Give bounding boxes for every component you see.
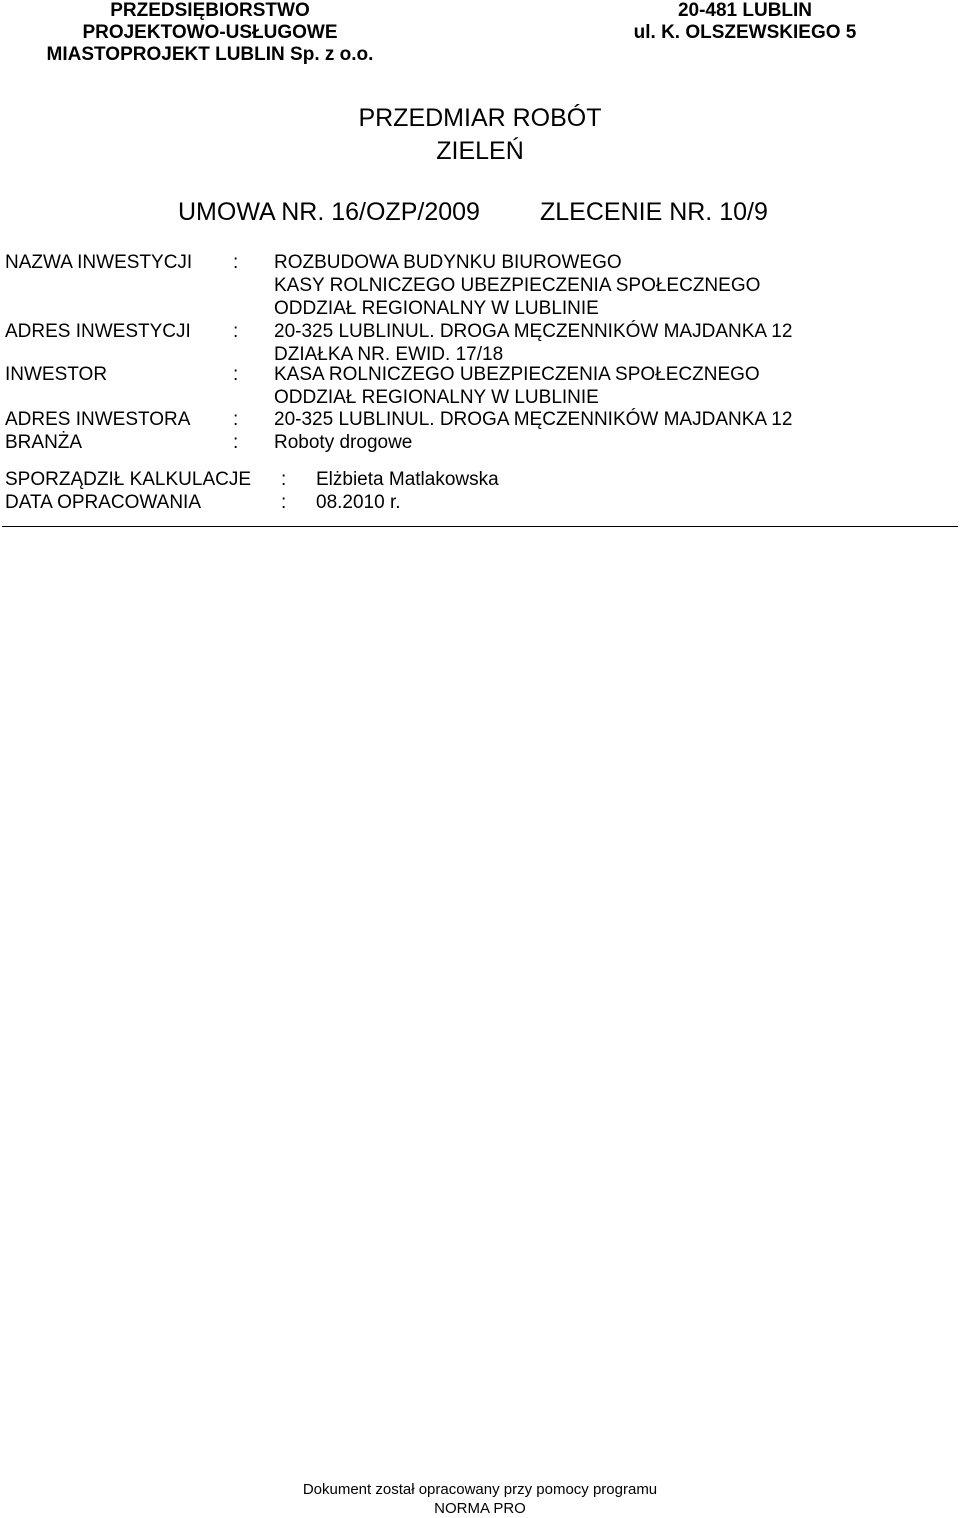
company-address-line: 20-481 LUBLIN [677, 0, 813, 21]
contract-number: UMOWA NR. 16/OZP/2009 [178, 198, 480, 226]
field-value: 08.2010 r. [316, 492, 401, 513]
field-colon: : [233, 252, 239, 273]
company-name-line: MIASTOPROJEKT LUBLIN Sp. z o.o. [46, 44, 374, 65]
field-value-line: ODDZIAŁ REGIONALNY W LUBLINIE [274, 387, 599, 408]
footer-note [0, 1480, 960, 1518]
field-colon: : [233, 409, 239, 430]
field-label: ADRES INWESTORA [5, 409, 191, 430]
field-label: DATA OPRACOWANIA [5, 492, 202, 513]
field-label: ADRES INWESTYCJI [5, 321, 191, 342]
company-name-line: PROJEKTOWO-USŁUGOWE [82, 22, 338, 43]
field-colon: : [281, 492, 287, 513]
company-address-block [615, 0, 875, 44]
footer-line: Dokument został opracowany przy pomocy programu [302, 1481, 658, 1498]
document-title: PRZEDMIAR ROBÓT [358, 104, 602, 132]
field-value-line: DZIAŁKA NR. EWID. 17/18 [274, 344, 504, 365]
field-value-line: KASA ROLNICZEGO UBEZPIECZENIA SPOŁECZNEGO [274, 364, 760, 385]
field-colon: : [233, 321, 239, 342]
order-number: ZLECENIE NR. 10/9 [540, 198, 768, 226]
company-name-line: PRZEDSIĘBIORSTWO [110, 0, 310, 21]
field-value-line: KASY ROLNICZEGO UBEZPIECZENIA SPOŁECZNEGO [274, 275, 761, 296]
field-label: INWESTOR [5, 364, 108, 385]
document-subtitle: ZIELEŃ [436, 137, 524, 165]
field-value-line: 20-325 LUBLINUL. DROGA MĘCZENNIKÓW MAJDANKA 12 [274, 409, 793, 430]
field-value: Elżbieta Matlakowska [316, 469, 499, 490]
field-colon: : [233, 432, 239, 453]
field-colon: : [281, 469, 287, 490]
field-label: NAZWA INWESTYCJI [5, 252, 193, 273]
footer-line: NORMA PRO [434, 1500, 526, 1517]
company-address-line: ul. K. OLSZEWSKIEGO 5 [633, 22, 857, 43]
field-value-line: Roboty drogowe [274, 432, 413, 453]
field-label: BRANŻA [5, 432, 83, 453]
company-name-block [20, 0, 400, 66]
field-value-line: ROZBUDOWA BUDYNKU BIUROWEGO [274, 252, 622, 273]
field-value-line: 20-325 LUBLINUL. DROGA MĘCZENNIKÓW MAJDANKA 12 [274, 321, 793, 342]
horizontal-divider [2, 526, 958, 527]
field-label: SPORZĄDZIŁ KALKULACJE [5, 469, 252, 490]
field-value-line: ODDZIAŁ REGIONALNY W LUBLINIE [274, 298, 599, 319]
field-colon: : [233, 364, 239, 385]
